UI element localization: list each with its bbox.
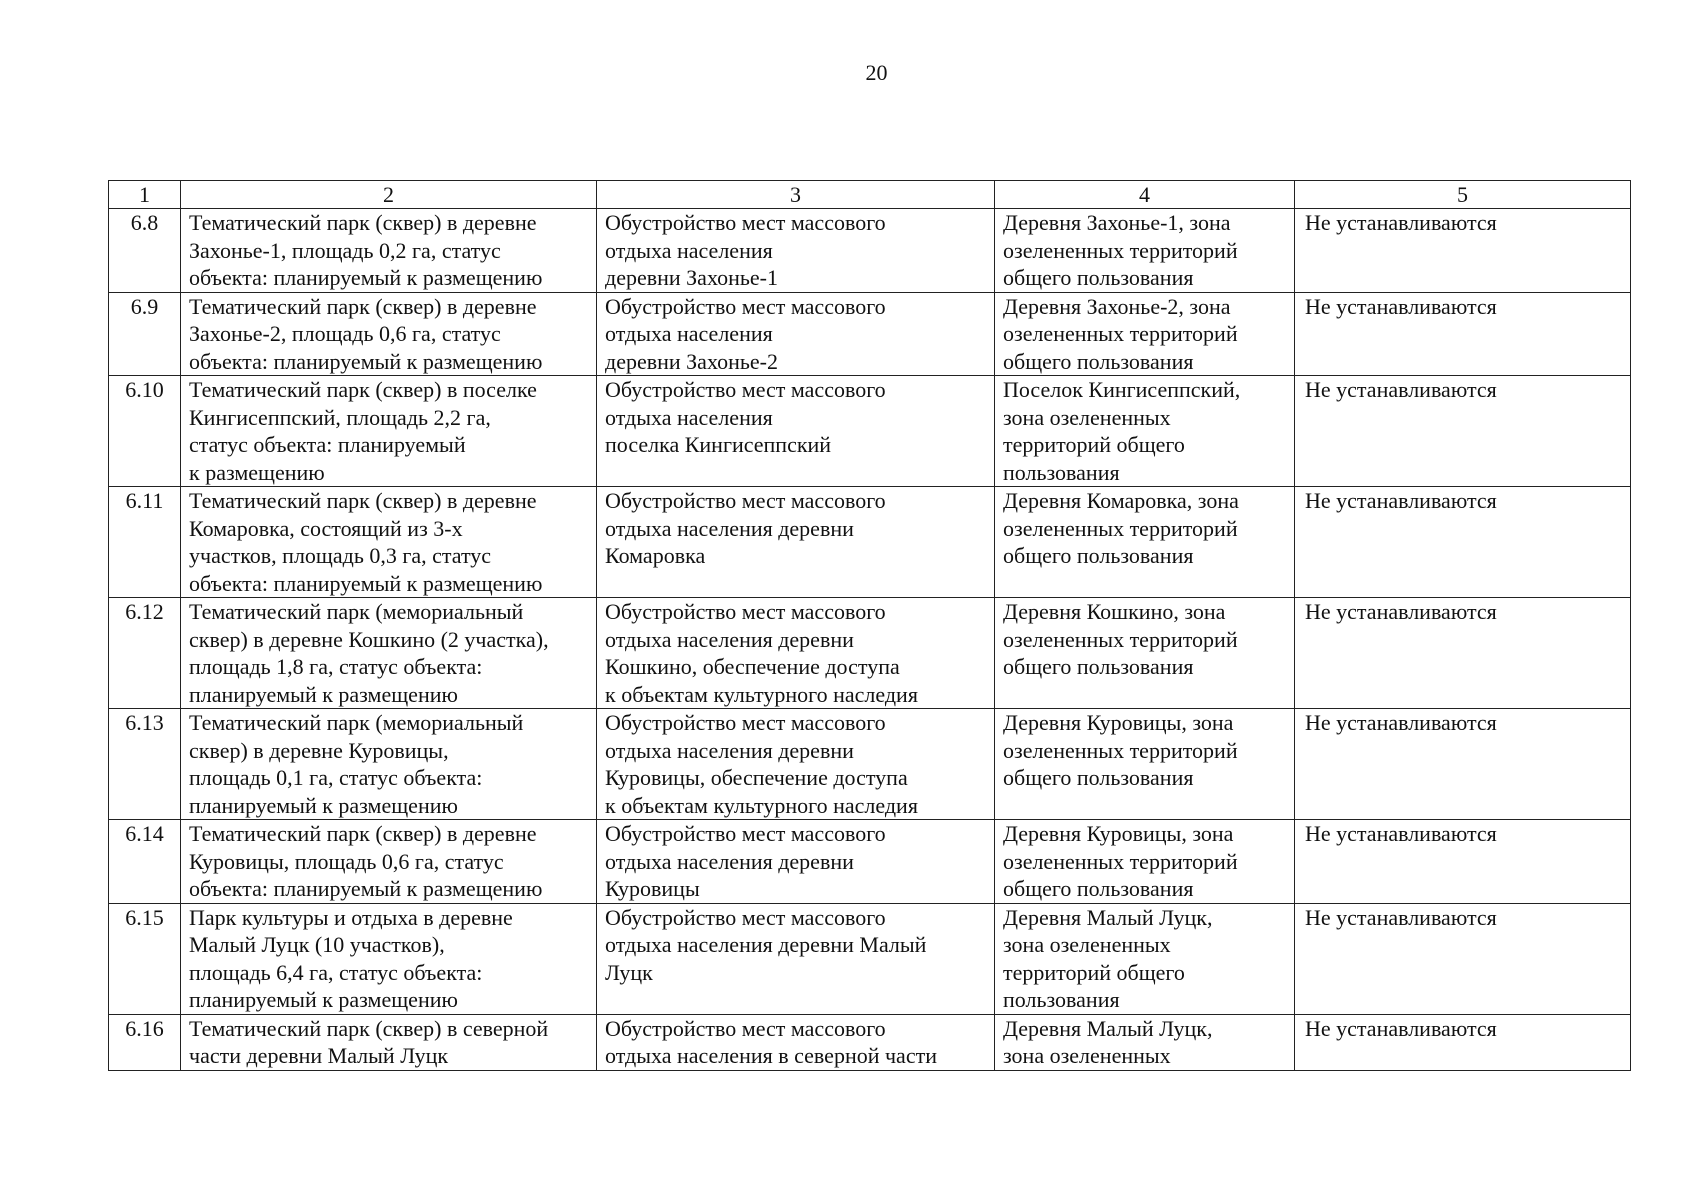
cell-line: Тематический парк (сквер) в деревне: [189, 488, 537, 513]
cell-column-3: [597, 903, 995, 1014]
cell-line: Парк культуры и отдыха в деревне: [189, 904, 513, 930]
cell-line: Обустройство мест массового: [605, 599, 886, 624]
cell-line: участков, площадь 0,3 га, статус: [189, 543, 492, 568]
cell-line: планируемый к размещению: [189, 792, 458, 818]
cell-column-3: [597, 487, 995, 598]
row-number: 6.11: [109, 487, 181, 598]
cell-line: Куровицы, обеспечение доступа: [605, 765, 908, 790]
cell-column-2: [181, 292, 597, 376]
cell-line: Тематический парк (сквер) в северной: [189, 1015, 549, 1041]
cell-column-5: [1295, 209, 1631, 293]
cell-line: озелененных территорий: [1003, 321, 1238, 346]
row-number: 6.8: [109, 209, 181, 293]
cell-column-4: [995, 376, 1295, 487]
cell-line: площадь 6,4 га, статус объекта:: [189, 959, 483, 985]
row-number: 6.14: [109, 820, 181, 904]
cell-line: зона озелененных: [1003, 404, 1171, 430]
cell-line: отдыха населения: [605, 321, 773, 346]
cell-line: зона озелененных: [1003, 1043, 1171, 1068]
row-number: 6.12: [109, 598, 181, 709]
header-cell-4: 4: [995, 181, 1295, 209]
cell-line: Тематический парк (сквер) в деревне: [189, 821, 537, 846]
cell-line: озелененных территорий: [1003, 626, 1238, 652]
cell-line: площадь 0,1 га, статус объекта:: [189, 765, 483, 790]
table-row: [109, 376, 1631, 487]
cell-line: пользования: [1003, 987, 1120, 1012]
objects-table: [108, 180, 1631, 1071]
cell-line: отдыха населения деревни: [605, 626, 854, 652]
cell-line: озелененных территорий: [1003, 737, 1238, 763]
cell-line: Деревня Малый Луцк,: [1003, 1015, 1213, 1041]
cell-line: площадь 1,8 га, статус объекта:: [189, 654, 483, 679]
table-body: [109, 209, 1631, 1071]
header-cell-5: 5: [1295, 181, 1631, 209]
cell-line: Деревня Куровицы, зона: [1003, 821, 1234, 846]
cell-line: Комаровка, состоящий из 3-х: [189, 515, 463, 541]
cell-column-5: [1295, 1014, 1631, 1070]
cell-line: деревни Захонье-2: [605, 348, 779, 374]
header-cell-1: 1: [109, 181, 181, 209]
cell-line: Обустройство мест массового: [605, 710, 886, 735]
cell-line: деревни Захонье-1: [605, 265, 779, 290]
row-number: 6.16: [109, 1014, 181, 1070]
cell-line: пользования: [1003, 459, 1120, 485]
header-cell-3: 3: [597, 181, 995, 209]
cell-line: сквер) в деревне Куровицы,: [189, 737, 449, 763]
cell-line: Тематический парк (сквер) в деревне: [189, 210, 537, 235]
cell-line: Захонье-2, площадь 0,6 га, статус: [189, 321, 501, 346]
table-row: [109, 903, 1631, 1014]
cell-line: общего пользования: [1003, 765, 1194, 790]
cell-line: объекта: планируемый к размещению: [189, 348, 543, 374]
cell-line: Не устанавливаются: [1305, 904, 1497, 930]
cell-line: Обустройство мест массового: [605, 377, 886, 402]
table-row: [109, 487, 1631, 598]
cell-column-2: [181, 209, 597, 293]
cell-line: объекта: планируемый к размещению: [189, 570, 543, 596]
cell-line: планируемый к размещению: [189, 681, 458, 707]
cell-line: отдыха населения деревни: [605, 848, 854, 874]
cell-line: Обустройство мест массового: [605, 488, 886, 513]
cell-line: Деревня Захонье-2, зона: [1003, 293, 1231, 319]
cell-line: планируемый к размещению: [189, 987, 458, 1012]
cell-line: отдыха населения в северной части: [605, 1043, 937, 1068]
cell-line: Деревня Кошкино, зона: [1003, 599, 1226, 624]
row-number: 6.13: [109, 709, 181, 820]
cell-line: Кингисеппский, площадь 2,2 га,: [189, 404, 491, 430]
cell-line: Деревня Захонье-1, зона: [1003, 210, 1231, 235]
cell-column-3: [597, 292, 995, 376]
cell-column-3: [597, 709, 995, 820]
cell-line: объекта: планируемый к размещению: [189, 265, 543, 290]
cell-line: Тематический парк (сквер) в поселке: [189, 377, 537, 402]
cell-line: территорий общего: [1003, 432, 1185, 457]
header-cell-2: 2: [181, 181, 597, 209]
cell-line: к объектам культурного наследия: [605, 792, 918, 818]
cell-column-3: [597, 1014, 995, 1070]
cell-line: отдыха населения деревни Малый: [605, 932, 927, 957]
table-row: [109, 292, 1631, 376]
cell-column-5: [1295, 598, 1631, 709]
cell-column-2: [181, 1014, 597, 1070]
cell-column-3: [597, 820, 995, 904]
cell-line: Обустройство мест массового: [605, 293, 886, 319]
cell-column-5: [1295, 820, 1631, 904]
cell-column-4: [995, 292, 1295, 376]
cell-line: к объектам культурного наследия: [605, 681, 918, 707]
cell-line: Обустройство мест массового: [605, 1015, 886, 1041]
cell-line: Тематический парк (мемориальный: [189, 599, 524, 624]
cell-line: сквер) в деревне Кошкино (2 участка),: [189, 626, 549, 652]
cell-line: Тематический парк (сквер) в деревне: [189, 293, 537, 319]
cell-column-4: [995, 903, 1295, 1014]
cell-column-3: [597, 209, 995, 293]
cell-column-4: [995, 487, 1295, 598]
cell-line: Обустройство мест массового: [605, 210, 886, 235]
cell-column-2: [181, 903, 597, 1014]
cell-column-5: [1295, 709, 1631, 820]
cell-line: Не устанавливаются: [1305, 293, 1497, 319]
cell-column-5: [1295, 487, 1631, 598]
cell-column-4: [995, 709, 1295, 820]
cell-line: Луцк: [605, 959, 653, 985]
row-number: 6.9: [109, 292, 181, 376]
cell-column-2: [181, 820, 597, 904]
cell-column-3: [597, 598, 995, 709]
cell-line: Деревня Комаровка, зона: [1003, 488, 1239, 513]
row-number: 6.15: [109, 903, 181, 1014]
cell-line: Малый Луцк (10 участков),: [189, 932, 445, 957]
cell-line: Не устанавливаются: [1305, 599, 1497, 624]
cell-line: Не устанавливаются: [1305, 821, 1497, 846]
cell-column-4: [995, 820, 1295, 904]
page-number: 20: [865, 60, 888, 85]
cell-line: Деревня Куровицы, зона: [1003, 710, 1234, 735]
cell-column-4: [995, 1014, 1295, 1070]
cell-column-2: [181, 598, 597, 709]
cell-column-4: [995, 209, 1295, 293]
cell-line: Захонье-1, площадь 0,2 га, статус: [189, 237, 501, 263]
cell-column-5: [1295, 903, 1631, 1014]
cell-line: к размещению: [189, 459, 325, 485]
cell-line: Обустройство мест массового: [605, 821, 886, 846]
cell-column-2: [181, 376, 597, 487]
cell-line: отдыха населения деревни: [605, 515, 854, 541]
cell-line: Кошкино, обеспечение доступа: [605, 654, 900, 679]
table-row: [109, 709, 1631, 820]
table-row: [109, 820, 1631, 904]
cell-line: Деревня Малый Луцк,: [1003, 904, 1213, 930]
table-row: [109, 209, 1631, 293]
cell-line: статус объекта: планируемый: [189, 432, 466, 457]
cell-line: Не устанавливаются: [1305, 377, 1497, 402]
cell-line: Куровицы: [605, 876, 700, 901]
cell-line: отдыха населения деревни: [605, 737, 854, 763]
cell-line: части деревни Малый Луцк: [189, 1043, 449, 1068]
cell-line: Не устанавливаются: [1305, 210, 1497, 235]
cell-line: озелененных территорий: [1003, 848, 1238, 874]
cell-line: Поселок Кингисеппский,: [1003, 377, 1241, 402]
cell-line: отдыха населения: [605, 404, 773, 430]
cell-line: озелененных территорий: [1003, 515, 1238, 541]
table-header-row: [109, 181, 1631, 209]
cell-column-4: [995, 598, 1295, 709]
cell-column-3: [597, 376, 995, 487]
cell-line: Не устанавливаются: [1305, 488, 1497, 513]
cell-line: Не устанавливаются: [1305, 710, 1497, 735]
cell-line: отдыха населения: [605, 237, 773, 263]
table-row: [109, 1014, 1631, 1070]
cell-line: Комаровка: [605, 543, 706, 568]
cell-line: озелененных территорий: [1003, 237, 1238, 263]
cell-line: Обустройство мест массового: [605, 904, 886, 930]
cell-line: Куровицы, площадь 0,6 га, статус: [189, 848, 504, 874]
cell-line: общего пользования: [1003, 876, 1194, 901]
table-row: [109, 598, 1631, 709]
cell-line: объекта: планируемый к размещению: [189, 876, 543, 901]
cell-line: поселка Кингисеппский: [605, 432, 832, 457]
cell-line: зона озелененных: [1003, 932, 1171, 957]
cell-line: территорий общего: [1003, 959, 1185, 985]
cell-column-5: [1295, 292, 1631, 376]
cell-column-5: [1295, 376, 1631, 487]
cell-line: общего пользования: [1003, 265, 1194, 290]
cell-line: общего пользования: [1003, 654, 1194, 679]
cell-line: общего пользования: [1003, 348, 1194, 374]
cell-line: Не устанавливаются: [1305, 1015, 1497, 1041]
cell-column-2: [181, 709, 597, 820]
cell-column-2: [181, 487, 597, 598]
cell-line: Тематический парк (мемориальный: [189, 710, 524, 735]
cell-line: общего пользования: [1003, 543, 1194, 568]
row-number: 6.10: [109, 376, 181, 487]
